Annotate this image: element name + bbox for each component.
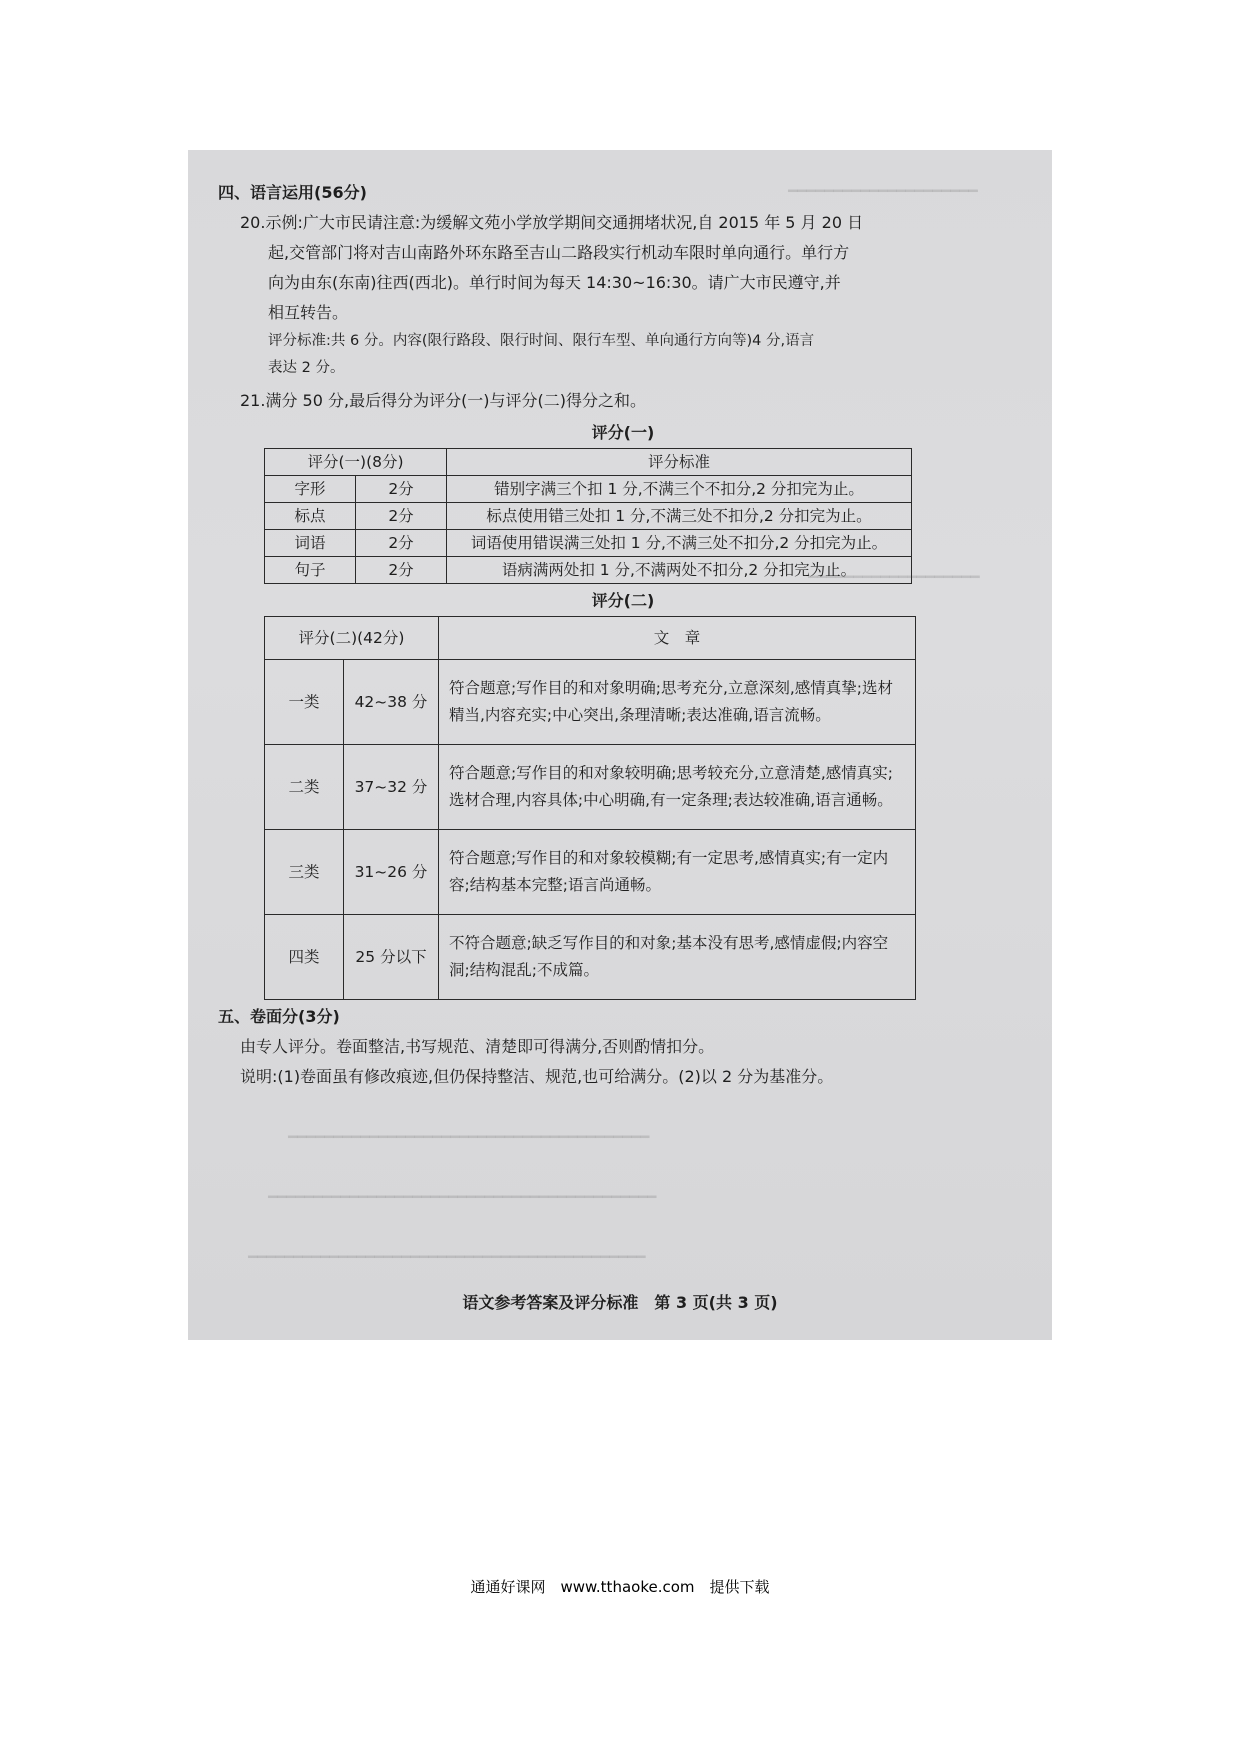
table-cell: 2分 [356,530,447,557]
table1-caption: 评分(一) [591,423,655,442]
table-cell: 词语 [265,530,356,557]
table-header-cell: 评分(一)(8分) [265,449,447,476]
table2-caption: 评分(二) [591,591,655,610]
table-row [265,745,916,830]
section-5-note: 说明:(1)卷面虽有修改痕迹,但仍保持整洁、规范,也可给满分。(2)以 2 分为基准分。 [240,1067,834,1086]
download-footer: 通通好课网 www.tthaoke.com 提供下载 [470,1578,770,1596]
table-cell: 31~26 分 [344,830,439,915]
table-cell: 四类 [265,915,344,1000]
q21-intro: 21.满分 50 分,最后得分为评分(一)与评分(二)得分之和。 [240,391,647,410]
table-cell: 25 分以下 [344,915,439,1000]
table-row [265,915,916,1000]
q20-criteria: 表达 2 分。 [268,360,345,376]
scoring-table-1 [264,448,912,584]
bleed-through: ━━━━━━━━━━━━━━━━━━━━━━━━━━━━━━━━━━━━━━━━━━━━ [248,1248,646,1266]
q20-line: 相互转告。 [268,303,349,322]
table-header-row [265,617,916,660]
table-cell: 语病满两处扣 1 分,不满两处不扣分,2 分扣完为止。 [447,557,912,584]
table-cell: 字形 [265,476,356,503]
table-cell: 标点使用错三处扣 1 分,不满三处不扣分,2 分扣完为止。 [447,503,912,530]
table-cell: 2分 [356,476,447,503]
bleed-through: ━━━━━━━━━━━━━━━━━━━━━━━━━━━━━━━━━━━━━━━━━━━ [268,1188,657,1206]
table-cell: 标点 [265,503,356,530]
q20-line: 起,交管部门将对吉山南路外环东路至吉山二路段实行机动车限时单向通行。单行方 [268,243,850,262]
table-row [265,530,912,557]
table-row [265,830,916,915]
table-cell: 符合题意;写作目的和对象明确;思考充分,立意深刻,感情真挚;选材精当,内容充实;中心突出,条理清晰;表达准确,语言流畅。 [439,660,916,745]
scanned-page [188,150,1052,1340]
bleed-through: ━━━━━━━━━━━━━━━━━━━ [808,568,980,586]
table-row [265,557,912,584]
q20-criteria: 评分标准:共 6 分。内容(限行路段、限行时间、限行车型、单向通行方向等)4 分,语言 [268,333,815,349]
table-row [265,503,912,530]
table-header-cell: 文 章 [439,617,916,660]
table-cell: 词语使用错误满三处扣 1 分,不满三处不扣分,2 分扣完为止。 [447,530,912,557]
table-cell: 二类 [265,745,344,830]
section-5-title: 五、卷面分(3分) [218,1007,340,1026]
table-row [265,476,912,503]
scan-page-footer: 语文参考答案及评分标准 第 3 页(共 3 页) [462,1293,778,1312]
q20-line: 20.示例:广大市民请注意:为缓解文苑小学放学期间交通拥堵状况,自 2015 年 5 月 20 日 [240,213,864,232]
table-cell: 37~32 分 [344,745,439,830]
section-5-line: 由专人评分。卷面整洁,书写规范、清楚即可得满分,否则酌情扣分。 [240,1037,715,1056]
table-header-cell: 评分(二)(42分) [265,617,439,660]
section-4-title: 四、语言运用(56分) [218,183,367,202]
bleed-through: ━━━━━━━━━━━━━━━━━━━━━━━━━━━━━━━━━━━━━━━━ [288,1128,650,1146]
table-cell: 三类 [265,830,344,915]
table-row [265,660,916,745]
table-header-cell: 评分标准 [447,449,912,476]
scoring-table-2 [264,616,916,1000]
table-cell: 符合题意;写作目的和对象较明确;思考较充分,立意清楚,感情真实;选材合理,内容具体;中心明确,有一定条理;表达较准确,语言通畅。 [439,745,916,830]
table-cell: 2分 [356,503,447,530]
table-cell: 符合题意;写作目的和对象较模糊;有一定思考,感情真实;有一定内容;结构基本完整;语言尚通畅。 [439,830,916,915]
table-header-row [265,449,912,476]
table-cell: 错别字满三个扣 1 分,不满三个不扣分,2 分扣完为止。 [447,476,912,503]
table-cell: 42~38 分 [344,660,439,745]
bleed-through: ━━━━━━━━━━━━━━━━━━━━━ [788,182,978,200]
table-cell: 句子 [265,557,356,584]
question-20 [218,208,1028,382]
q20-line: 向为由东(东南)往西(西北)。单行时间为每天 14:30~16:30。请广大市民遵守,并 [268,273,841,292]
answer-content [218,178,1028,1092]
table-cell: 2分 [356,557,447,584]
table-cell: 一类 [265,660,344,745]
table-cell: 不符合题意;缺乏写作目的和对象;基本没有思考,感情虚假;内容空洞;结构混乱;不成篇。 [439,915,916,1000]
